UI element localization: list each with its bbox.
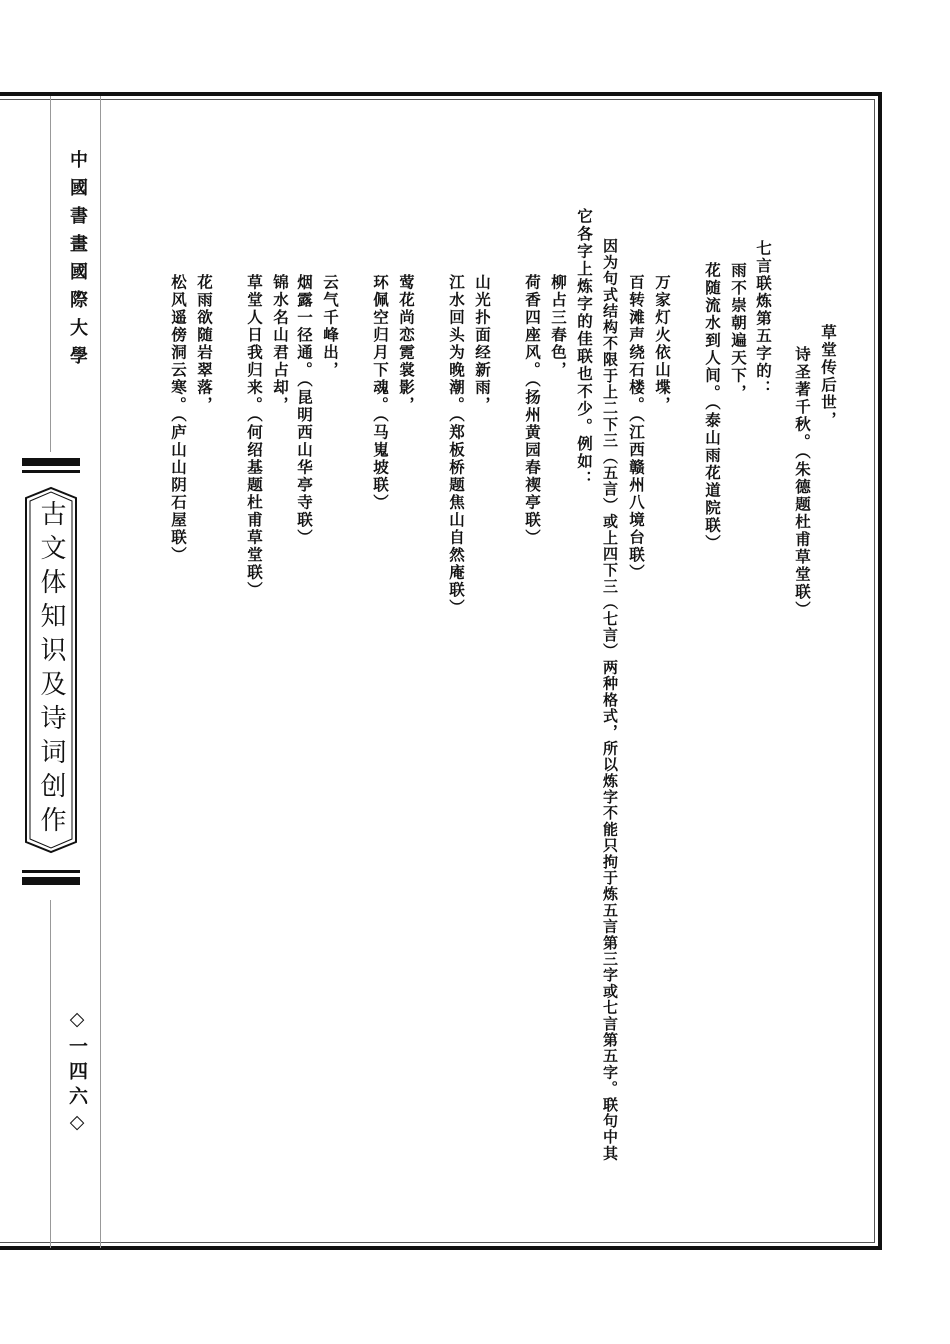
text-column: 雨不崇朝遍天下， [729, 262, 747, 402]
text-column: 锦水名山君占却， [271, 274, 289, 414]
book-title-cartouche [24, 486, 78, 854]
text-column: 柳占三春色， [549, 274, 567, 379]
text-column: 七言联炼第五字的： [754, 240, 772, 398]
cartouche-bottom-bar-thin [22, 870, 80, 873]
cartouche-top-bar-thick [22, 458, 80, 466]
book-title: 古文体知识及诗词创作 [36, 500, 66, 840]
text-column: 花随流水到人间。（泰山雨花道院联） [703, 262, 721, 552]
text-column: 江水回头为晚潮。（郑板桥题焦山自然庵联） [447, 274, 465, 617]
series-title: 中國書畫國際大學 [67, 150, 88, 374]
text-column: 莺花尚恋霓裳影， [397, 274, 415, 414]
text-column: 云气千峰出， [321, 274, 339, 379]
spine-rule-left-lower [50, 900, 51, 1248]
text-column: 山光扑面经新雨， [473, 274, 491, 414]
text-column: 它各字上炼字的佳联也不少。例如： [575, 208, 593, 488]
spine-rule-right [100, 96, 101, 1248]
cartouche-top-bar-thin [22, 470, 80, 473]
text-column: 草堂传后世， [819, 324, 837, 429]
text-column: 松风遥傍洞云寒。（庐山山阴石屋联） [169, 274, 187, 564]
text-column: 烟露一径通。（昆明西山华亭寺联） [295, 274, 313, 547]
text-column: 诗圣著千秋。（朱德题杜甫草堂联） [793, 346, 811, 619]
text-column: 花雨欲随岩翠落， [195, 274, 213, 414]
text-column: 因为句式结构不限于上二下三（五言）或上四下三（七言）两种格式，所以炼字不能只拘于炼五言第三字或七言第五字。联句中其 [601, 238, 619, 1162]
text-column: 环佩空归月下魂。（马嵬坡联） [371, 274, 389, 512]
spine-rule-left [50, 96, 51, 452]
page-frame [0, 92, 882, 1250]
text-column: 万家灯火依山堞， [653, 274, 671, 414]
page-number: ◇一四六◇ [66, 1008, 88, 1139]
text-column: 草堂人日我归来。（何绍基题杜甫草堂联） [245, 274, 263, 599]
text-column: 百转滩声绕石楼。（江西赣州八境台联） [627, 274, 645, 582]
cartouche-bottom-bar-thick [22, 877, 80, 885]
text-column: 荷香四座风。（扬州黄园春禊亭联） [523, 274, 541, 547]
